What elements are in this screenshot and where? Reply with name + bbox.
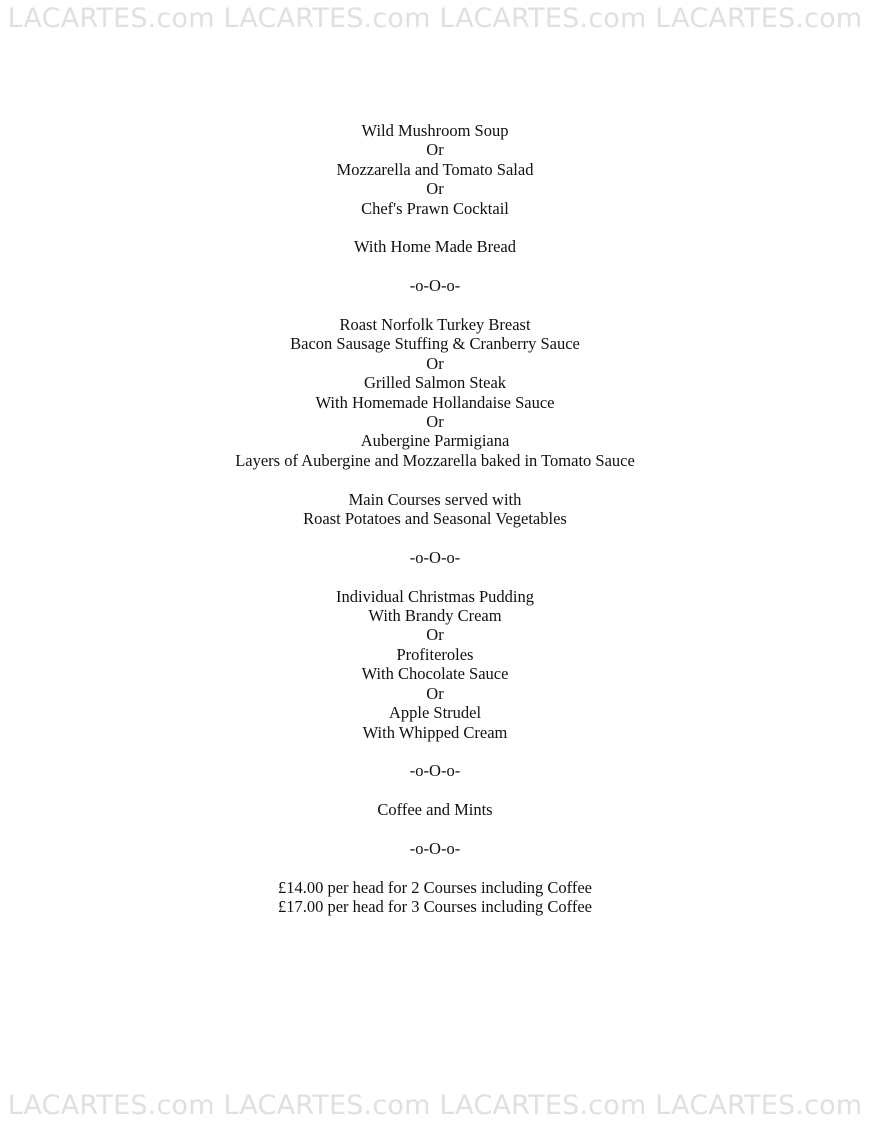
course-separator: -o-O-o- — [409, 838, 461, 858]
mains-section — [0, 315, 870, 528]
or-divider: Or — [426, 412, 444, 432]
spacer — [0, 781, 870, 800]
main-item-detail: With Homemade Hollandaise Sauce — [315, 392, 555, 412]
dessert-item: Apple Strudel — [388, 703, 482, 723]
dessert-item-detail: With Whipped Cream — [362, 722, 508, 742]
spacer — [0, 470, 870, 489]
main-item-detail: Bacon Sausage Stuffing & Cranberry Sauce — [290, 334, 580, 354]
spacer — [0, 257, 870, 276]
main-note: Roast Potatoes and Seasonal Vegetables — [303, 509, 567, 529]
or-divider: Or — [426, 179, 444, 199]
starters-section — [0, 121, 870, 257]
dessert-item: Profiteroles — [396, 644, 474, 664]
course-separator: -o-O-o- — [409, 276, 461, 296]
watermark-bottom: LACARTES.com LACARTES.com LACARTES.com LACARTES.com — [7, 1092, 863, 1119]
coffee-item: Coffee and Mints — [377, 800, 493, 820]
course-separator: -o-O-o- — [409, 547, 461, 567]
spacer — [0, 296, 870, 315]
starter-item: Mozzarella and Tomato Salad — [336, 159, 534, 179]
main-item: Aubergine Parmigiana — [360, 431, 510, 451]
or-divider: Or — [426, 353, 444, 373]
starter-item: Chef's Prawn Cocktail — [361, 198, 509, 218]
spacer — [0, 858, 870, 877]
spacer — [0, 567, 870, 586]
or-divider: Or — [426, 683, 444, 703]
main-item-detail: Layers of Aubergine and Mozzarella baked in Tomato Sauce — [235, 450, 635, 470]
spacer — [0, 820, 870, 839]
or-divider: Or — [426, 625, 444, 645]
course-separator: -o-O-o- — [409, 761, 461, 781]
main-item: Grilled Salmon Steak — [363, 373, 507, 393]
dessert-item: Individual Christmas Pudding — [336, 586, 534, 606]
spacer — [0, 218, 870, 237]
main-item: Roast Norfolk Turkey Breast — [339, 315, 531, 335]
dessert-item-detail: With Chocolate Sauce — [361, 664, 509, 684]
starter-item: Wild Mushroom Soup — [361, 121, 509, 140]
spacer — [0, 742, 870, 761]
spacer — [0, 528, 870, 547]
watermark-top: LACARTES.com LACARTES.com LACARTES.com LACARTES.com — [7, 5, 863, 32]
desserts-section — [0, 587, 870, 742]
or-divider: Or — [426, 140, 444, 160]
main-note: Main Courses served with — [348, 489, 522, 509]
starter-note: With Home Made Bread — [354, 237, 516, 257]
price-line: £14.00 per head for 2 Courses including Coffee — [277, 877, 593, 897]
menu-body — [0, 121, 870, 917]
price-line: £17.00 per head for 3 Courses including Coffee — [277, 897, 593, 917]
dessert-item-detail: With Brandy Cream — [368, 606, 502, 626]
prices-section — [0, 878, 870, 917]
